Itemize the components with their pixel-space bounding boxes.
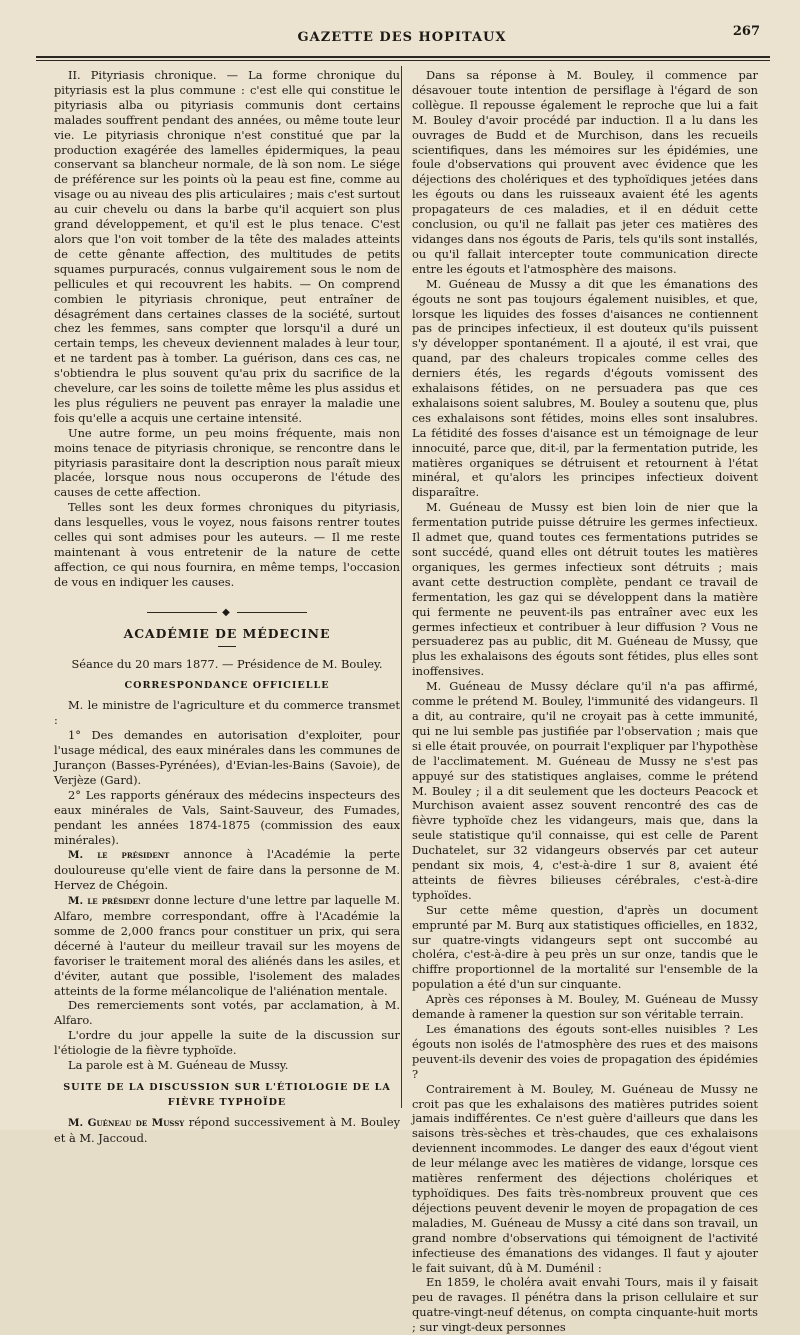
divider [218, 646, 236, 647]
header-rule [36, 56, 770, 58]
paragraph: Dans sa réponse à M. Bouley, il commence par désavouer toute intention de persiflage à l'égard de son collègue. Il repousse également le reproche que lui a fait M. Bouley d'avoir procédé par induction. Il a lu dans les ouvrages de Budd et de Murchison, dans les recueils scientifiques, dans les mémoires sur les épidémies, une foule d'observations qui prouvent avec évidence que les déjections des cholériques et des typhoïdiques jetées dans les égouts ou dans les ruisseaux avaient été les agents propagateurs de ces maladies, et il en déduit cette conclusion, ou qu'il ne fallait pas jeter ces matières des vidanges dans nos égouts de Paris, tels qu'ils sont installés, ou qu'il fallait intercepter toute communication directe entre les égouts et l'atmosphère des maisons. [412, 68, 758, 276]
paragraph: Les émanations des égouts sont-elles nuisibles ? Les égouts non isolés de l'atmosphère des rues et des maisons peuvent-ils devenir des voies de propagation des épidémies ? [412, 1022, 758, 1081]
paragraph: M. Guéneau de Mussy est bien loin de nier que la fermentation putride puisse détruire les germes infectieux. Il admet que, quand toutes ces fermentations putrides se sont succédé, quand elles ont détruit toutes les matières organiques, les germes infectieux sont détruits ; mais avant cette destruction complète, pendant ce travail de fermentation, les gaz qui se développent dans la matière qui fermente ne peuvent-ils pas entraîner avec eux les germes infectieux et contribuer à leur diffusion ? Vous ne persuaderez pas au public, dit M. Guéneau de Mussy, que plus les exhalaisons des égouts sont fétides, plus elles sont inoffensives. [412, 500, 758, 679]
subheading: SUITE DE LA DISCUSSION SUR L'ÉTIOLOGIE DE LA FIÈVRE TYPHOÏDE [63, 1082, 391, 1108]
paragraph-text: donne lecture d'une lettre par laquelle M. Alfaro, membre correspondant, offre à l'Académie la somme de 2,000 francs pour constituer un prix, qui sera décerné à l'auteur du meilleur travail sur les moyens de favoriser le traitement moral des aliénés dans les asiles, et d'éviter, autant que possible, l'isolement des malades atteints de la forme mélancolique de l'aliénation mentale. [54, 893, 400, 998]
section-title: ACADÉMIE DE MÉDECINE [123, 625, 331, 641]
paragraph: 1° Des demandes en autorisation d'exploiter, pour l'usage médical, des eaux minérales dans les communes de Jurançon (Basses-Pyrénées), d'Evian-les-Bains (Savoie), de Verjèze (Gard). [54, 728, 400, 787]
page-number: 267 [732, 24, 760, 39]
paragraph: 2° Les rapports généraux des médecins inspecteurs des eaux minérales de Vals, Saint-Sauveur, des Fumades, pendant les années 1874-1875 (commission des eaux minérales). [54, 787, 400, 847]
paragraph: Contrairement à M. Bouley, M. Guéneau de Mussy ne croit pas que les exhalaisons des matières putrides soient jamais indifférentes. Ce n'est guère d'ailleurs que dans les saisons très-sèches et très-chaudes, que ces exhalaisons deviennent incommodes. Le danger des eaux d'égout vient de leur mélange avec les matières de vidange, lorsque ces matières renferment des déjections cholériques et typhoïdiques. Des faits très-nombreux prouvent que ces déjections peuvent devenir le moyen de propagation de ces maladies, M. Guéneau de Mussy a cité dans son travail, un grand nombre d'observations qui témoignent de l'activité infectieuse des émanations des vidanges. Il faut y ajouter le fait suivant, dû à M. Duménil : [412, 1081, 758, 1275]
session-line: Séance du 20 mars 1877. — Présidence de M. Bouley. [71, 656, 383, 671]
journal-title: GAZETTE DES HOPITAUX [297, 30, 507, 45]
column-divider [401, 66, 402, 1108]
paragraph: Après ces réponses à M. Bouley, M. Guéneau de Mussy demande à ramener la question sur son véritable terrain. [412, 992, 758, 1022]
paragraph: L'ordre du jour appelle la suite de la discussion sur l'étiologie de la fièvre typhoïde. [54, 1028, 400, 1058]
paragraph [54, 847, 400, 893]
subheading: CORRESPONDANCE OFFICIELLE [124, 680, 330, 692]
speaker-name: M. le président [68, 849, 170, 862]
paragraph: Des remerciements sont votés, par acclamation, à M. Alfaro. [54, 998, 400, 1028]
section-ornament: ◆ [54, 606, 400, 621]
paragraph: Une autre forme, un peu moins fréquente, mais non moins tenace de pityriasis chronique, se rencontre dans le pityriasis parasitaire dont la description nous paraît mieux placée, lorsque nous nous occuperons de l'étude des causes de cette affection. [54, 425, 400, 500]
paragraph: Telles sont les deux formes chroniques du pityriasis, dans lesquelles, vous le voyez, nous faisons rentrer toutes celles qui sont admises pour les auteurs. — Il me reste maintenant à vous entretenir de la nature de cette affection, ce qui nous fournira, en même temps, l'occasion de vous en indiquer les causes. [54, 500, 400, 589]
paragraph: Sur cette même question, d'après un document emprunté par M. Burq aux statistiques officielles, en 1832, sur quatre-vingts vidangeurs sept ont succombé au choléra, c'est-à-dire à peu près un sur onze, tandis que le chiffre proportionnel de la mortalité sur l'ensemble de la population a été d'un sur cinquante. [412, 902, 758, 992]
paragraph [54, 1115, 400, 1146]
paragraph: M. Guéneau de Mussy déclare qu'il n'a pas affirmé, comme le prétend M. Bouley, l'immunité des vidangeurs. Il a dit, au contraire, qu'il ne croyait pas à cette immunité, qui ne lui semble pas justifiée par l'observation ; mais que si elle était prouvée, on pourrait l'expliquer par l'hypothèse de l'acclimatement. M. Guéneau de Mussy ne s'est pas appuyé sur des statistiques anglaises, comme le prétend M. Bouley ; il a dit seulement que les docteurs Peacock et Murchison avaient assez souvent rencontré des cas de fièvre typhoïde chez les vidangeurs, mais que, dans la seule statistique qu'il connaisse, qui est celle de Parent Duchatelet, sur 32 vidangeurs observés par cet auteur pendant six mois, 4, c'est-à-dire 1 sur 8, avaient été atteints de fièvres bilieuses cérébrales, c'est-à-dire typhoïdes. [412, 679, 758, 902]
paragraph: M. le ministre de l'agriculture et du commerce transmet : [54, 698, 400, 728]
header-rule-thin [36, 60, 770, 61]
paragraph: En 1859, le choléra avait envahi Tours, mais il y faisait peu de ravages. Il pénétra dans la prison cellulaire et sur quatre-vingt-neuf détenus, on compta cinquante-huit morts ; sur vingt-deux personnes [412, 1275, 758, 1335]
paragraph-text: répond successivement à M. Bouley et à M. Jaccoud. [54, 1114, 400, 1145]
paragraph: La parole est à M. Guéneau de Mussy. [68, 1058, 289, 1073]
paragraph-text: annonce à l'Académie la perte douloureuse qu'elle vient de faire dans la personne de M. Hervez de Chégoin. [54, 847, 400, 893]
left-column [54, 68, 400, 1146]
speaker-name: M. le président [68, 895, 150, 908]
paragraph: II. Pityriasis chronique. — La forme chronique du pityriasis est la plus commune : c'est elle qui constitue le pityriasis alba ou pityriasis communis dont certains malades souffrent pendant des années, ou même toute leur vie. Le pityriasis chronique n'est constitué que par la production exagérée des lamelles épidermiques, la peau conservant sa blancheur normale, de là son nom. Le siége de préférence sur les points où la peau est fine, comme au visage ou au niveau des plis articulaires ; mais c'est surtout au cuir chevelu ou dans la barbe qu'il acquiert son plus grand développement, et qu'il est le plus tenace. C'est alors que l'on voit tomber de la tête des malades atteints de cette gênante affection, des multitudes de petits squames purpuracés, connus vulgairement sous le nom de pellicules et qui recouvrent les habits. — On comprend combien le pityriasis chronique, peut entraîner de désagrément dans certaines classes de la société, surtout chez les femmes, sans compter que lorsqu'il a duré un certain temps, les cheveux deviennent malades à leur tour, et ne tardent pas à tomber. La guérison, dans ces cas, ne s'obtiendra le plus souvent qu'au prix du sacrifice de la chevelure, car les soins de toilette même les plus assidus et les plus réguliers ne peuvent pas enrayer la maladie une fois qu'elle a acquis une certaine intensité. [54, 68, 400, 425]
paragraph: M. Guéneau de Mussy a dit que les émanations des égouts ne sont pas toujours également nuisibles, et que, lorsque les liquides des fosses d'aisances ne contiennent pas de principes infectieux, il est douteux qu'ils puissent s'y développer spontanément. Il a ajouté, il est vrai, que quand, par des chaleurs tropicales comme celles des derniers étés, les regards d'égouts vomissent des exhalaisons fétides, on ne persuadera pas que ces exhalaisons soient salubres, M. Bouley a soutenu que, plus ces exhalaisons sont fétides, moins elles sont insalubres. La fétidité des fosses d'aisance est un témoignage de leur innocuité, parce que, dit-il, par la fermentation putride, les matières organiques se détruisent et retournent à l'état minéral, et qu'alors les principes infectieux doivent disparaître. [412, 276, 758, 500]
speaker-name: M. Guéneau de Mussy [68, 1116, 185, 1129]
paragraph [54, 893, 400, 998]
right-column [412, 68, 758, 1335]
